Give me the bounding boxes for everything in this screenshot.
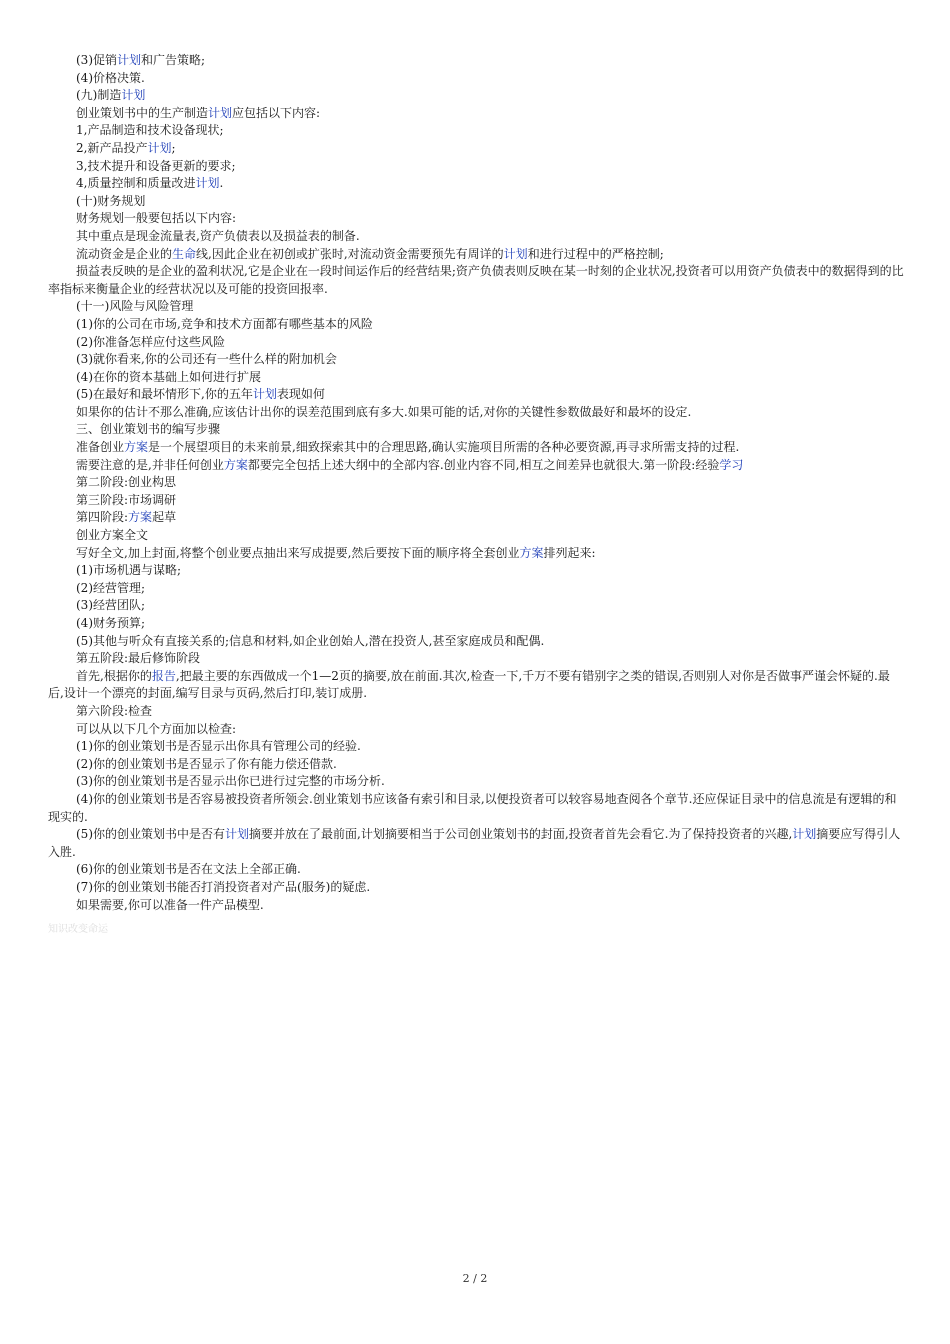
text-segment: 创业方案全文 <box>76 528 149 543</box>
text-segment: (十一)风险与风险管理 <box>76 299 194 314</box>
text-segment: (5)在最好和最坏情形下,你的五年 <box>76 387 253 402</box>
text-segment: 第六阶段:检查 <box>76 703 153 718</box>
text-segment: 需要注意的是,并非任何创业 <box>76 457 224 472</box>
paragraph <box>48 545 905 563</box>
text-segment: 准备创业 <box>76 440 125 455</box>
text-segment: (2)经营管理; <box>76 580 146 595</box>
paragraph <box>48 474 905 492</box>
paragraph <box>48 668 905 703</box>
text-segment: 财务规划一般要包括以下内容: <box>76 211 237 226</box>
paragraph <box>48 140 905 158</box>
text-segment: 损益表反映的是企业的盈利状况,它是企业在一段时间运作后的经营结果;资产负债表则反映在某一时刻的企业状况,投资者可以用资产负债表中的数据得到的比率指标来衡量企业的经营状况以及可能的投资回报率. <box>48 264 904 296</box>
paragraph <box>48 492 905 510</box>
keyword-link[interactable]: 生命 <box>172 246 197 261</box>
text-segment: (5)你的创业策划书中是否有 <box>76 827 225 842</box>
text-segment: 都要完全包括上述大纲中的全部内容.创业内容不同,相互之间差异也就很大.第一阶段:经验 <box>247 457 720 472</box>
paragraph <box>48 228 905 246</box>
paragraph <box>48 122 905 140</box>
paragraph <box>48 633 905 651</box>
text-segment: 是一个展望项目的未来前景,细致探索其中的合理思路,确认实施项目所需的各种必要资源,再寻求所需支持的过程. <box>148 440 740 455</box>
paragraph <box>48 791 905 826</box>
keyword-link[interactable]: 方案 <box>124 440 149 455</box>
paragraph <box>48 158 905 176</box>
text-segment: (1)你的创业策划书是否显示出你具有管理公司的经验. <box>76 739 361 754</box>
text-segment: 起草 <box>152 510 177 525</box>
text-segment: 首先,根据你的 <box>76 668 152 683</box>
paragraph <box>48 369 905 387</box>
paragraph <box>48 562 905 580</box>
text-segment: (2)你的创业策划书是否显示了你有能力偿还借款. <box>76 756 337 771</box>
paragraph <box>48 246 905 264</box>
paragraph <box>48 316 905 334</box>
paragraph <box>48 386 905 404</box>
paragraph <box>48 70 905 88</box>
page-indicator: 2 / 2 <box>462 1272 488 1285</box>
text-segment: (5)其他与听众有直接关系的;信息和材料,如企业创始人,潜在投资人,甚至家庭成员和配偶. <box>76 633 545 648</box>
text-segment: (4)你的创业策划书是否容易被投资者所领会.创业策划书应该备有索引和目录,以便投资者可以较容易地查阅各个章节.还应保证目录中的信息流是有逻辑的和现实的. <box>48 791 897 824</box>
keyword-link[interactable]: 计划 <box>252 387 277 402</box>
keyword-link[interactable]: 计划 <box>208 105 233 120</box>
text-segment: (九)制造 <box>76 88 122 103</box>
paragraph <box>48 597 905 615</box>
text-segment: 4,质量控制和质量改进 <box>76 176 196 191</box>
keyword-link[interactable]: 计划 <box>121 88 146 103</box>
paragraph <box>48 439 905 457</box>
text-segment: 线,因此企业在初创或扩张时,对流动资金需要预先有周详的 <box>196 246 504 261</box>
text-segment: 第五阶段:最后修饰阶段 <box>76 651 201 666</box>
keyword-link[interactable]: 计划 <box>792 827 817 842</box>
text-segment: 3,技术提升和设备更新的要求; <box>76 158 236 173</box>
text-segment: 2,新产品投产 <box>76 140 148 155</box>
text-segment: (十)财务规划 <box>76 193 146 208</box>
text-segment: 第四阶段: <box>76 510 129 525</box>
text-segment: 排列起来: <box>543 545 596 560</box>
paragraph <box>48 527 905 545</box>
text-segment: . <box>219 176 224 191</box>
paragraph <box>48 298 905 316</box>
text-segment: 和进行过程中的严格控制; <box>527 246 664 261</box>
text-segment: 创业策划书中的生产制造 <box>76 105 209 120</box>
text-segment: 写好全文,加上封面,将整个创业要点抽出来写成提要,然后要按下面的顺序将全套创业 <box>76 545 520 560</box>
keyword-link[interactable]: 计划 <box>225 827 250 842</box>
text-segment: 三、创业策划书的编写步骤 <box>76 422 221 437</box>
text-segment: 应包括以下内容: <box>232 105 321 120</box>
paragraph <box>48 193 905 211</box>
paragraph <box>48 580 905 598</box>
paragraph <box>48 703 905 721</box>
paragraph <box>48 509 905 527</box>
text-segment: 第三阶段:市场调研 <box>76 492 177 507</box>
text-segment: 其中重点是现金流量表,资产负债表以及损益表的制备. <box>76 228 360 243</box>
paragraph <box>48 263 905 298</box>
text-segment: 如果需要,你可以准备一件产品模型. <box>76 897 264 912</box>
paragraph <box>48 738 905 756</box>
paragraph <box>48 87 905 105</box>
document-body <box>48 52 905 914</box>
paragraph <box>48 351 905 369</box>
paragraph <box>48 879 905 897</box>
text-segment: 摘要并放在了最前面,计划摘要相当于公司创业策划书的封面,投资者首先会看它.为了保持投资者的兴趣, <box>249 827 793 842</box>
paragraph <box>48 650 905 668</box>
paragraph <box>48 105 905 123</box>
keyword-link[interactable]: 方案 <box>223 457 248 472</box>
paragraph <box>48 421 905 439</box>
text-segment: 流动资金是企业的 <box>76 246 173 261</box>
paragraph <box>48 334 905 352</box>
paragraph <box>48 721 905 739</box>
text-segment: (1)市场机遇与谋略; <box>76 563 182 578</box>
text-segment: 如果你的估计不那么准确,应该估计出你的误差范围到底有多大.如果可能的话,对你的关键性参数做最好和最坏的设定. <box>76 404 692 419</box>
keyword-link[interactable]: 方案 <box>128 510 153 525</box>
text-segment: (4)财务预算; <box>76 616 146 630</box>
text-segment: (3)经营团队; <box>76 598 146 613</box>
paragraph <box>48 210 905 228</box>
text-segment: 可以从以下几个方面加以检查: <box>76 721 237 736</box>
text-segment: (7)你的创业策划书能否打消投资者对产品(服务)的疑虑. <box>76 879 371 894</box>
text-segment: 表现如何 <box>276 387 325 402</box>
keyword-link[interactable]: 计划 <box>195 176 220 191</box>
text-segment: 摘要应写得引人入胜. <box>48 827 901 859</box>
paragraph <box>48 773 905 791</box>
paragraph <box>48 861 905 879</box>
paragraph <box>48 615 905 633</box>
text-segment: (2)你准备怎样应付这些风险 <box>76 334 225 349</box>
text-segment: ; <box>171 140 176 155</box>
paragraph <box>48 756 905 774</box>
text-segment: (1)你的公司在市场,竞争和技术方面都有哪些基本的风险 <box>76 316 373 331</box>
paragraph <box>48 457 905 475</box>
text-segment: ,把最主要的东西做成一个1—2页的摘要,放在前面.其次,检查一下,千万不要有错别字之类的错误,否则别人对你是否做事严谨会怀疑的.最后,设计一个漂亮的封面,编写目录与页码,然后打印,装订成册. <box>48 668 890 701</box>
text-segment: (4)在你的资本基础上如何进行扩展 <box>76 369 261 384</box>
text-segment: 和广告策略; <box>141 53 206 67</box>
text-segment: 第二阶段:创业构思 <box>76 475 177 490</box>
paragraph <box>48 52 905 70</box>
keyword-link[interactable]: 计划 <box>147 140 172 155</box>
text-segment: (4)价格决策. <box>76 70 145 85</box>
text-segment: (6)你的创业策划书是否在文法上全部正确. <box>76 862 301 877</box>
keyword-link[interactable]: 学习 <box>719 457 744 472</box>
text-segment: (3)促销 <box>76 53 117 67</box>
watermark-text: 知识改变命运 <box>48 924 108 935</box>
paragraph <box>48 404 905 422</box>
keyword-link[interactable]: 方案 <box>519 545 544 560</box>
keyword-link[interactable]: 报告 <box>151 668 176 683</box>
text-segment: 1,产品制造和技术设备现状; <box>76 123 224 138</box>
text-segment: (3)你的创业策划书是否显示出你已进行过完整的市场分析. <box>76 774 385 789</box>
keyword-link[interactable]: 计划 <box>117 53 142 67</box>
paragraph <box>48 826 905 861</box>
paragraph <box>48 175 905 193</box>
keyword-link[interactable]: 计划 <box>503 246 528 261</box>
paragraph <box>48 897 905 915</box>
text-segment: (3)就你看来,你的公司还有一些什么样的附加机会 <box>76 352 337 367</box>
